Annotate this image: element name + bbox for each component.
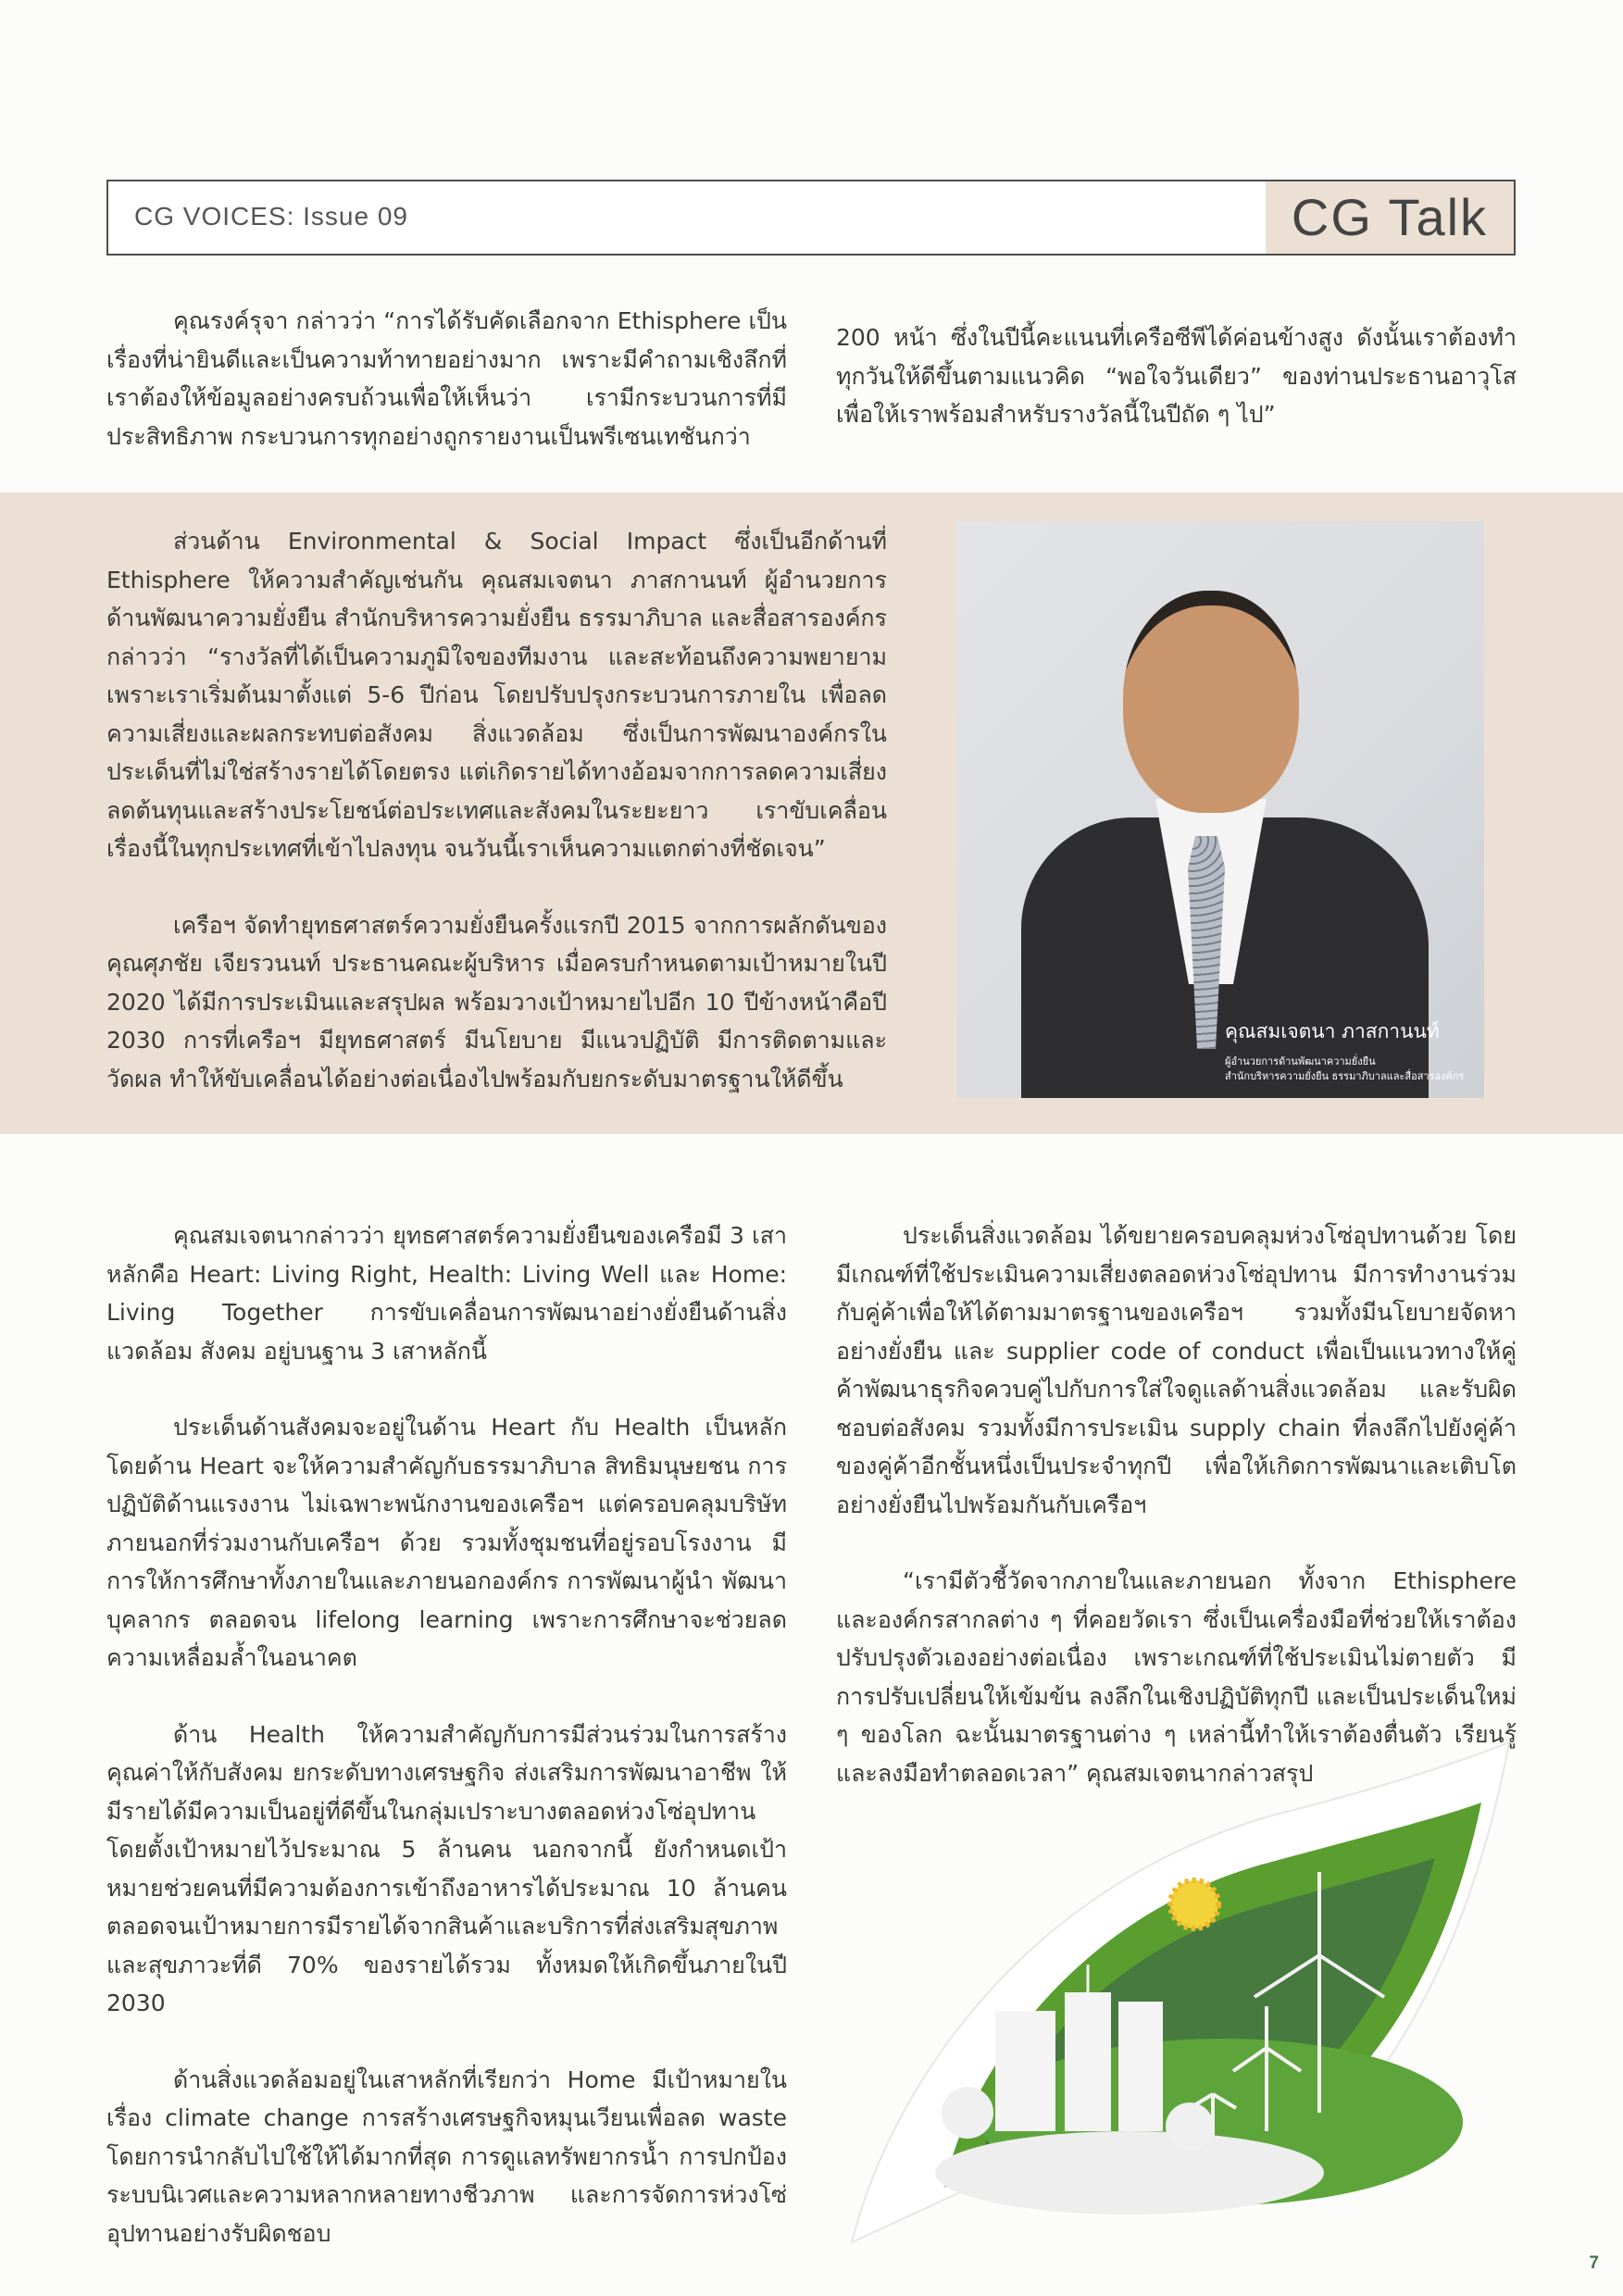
- paragraph: “เรามีตัวชี้วัดจากภายในและภายนอก ทั้งจาก Ethisphere และองค์กรสากลต่าง ๆ ที่คอยวัดเรา ซึ่งเป็นเครื่องมือที่ช่วยให้เราต้องปรับปรุงตัวเองอย่างต่อเนื่อง เพราะเกณฑ์ที่ใช้ประเมินไม่ตายตัว มีการปรับเปลี่ยนให้เข้มข้น ลงลึกในเชิงปฏิบัติทุกปี และเป็นประเด็นใหม่ ๆ ของโลก ฉะนั้นมาตรฐานต่าง ๆ เหล่านี้ทำให้เราต้องตื่นตัว เรียนรู้ และลงมือทำตลอดเวลา” คุณสมเจตนากล่าวสรุป: [836, 1567, 1517, 1787]
- page-number: 7: [1589, 2253, 1599, 2273]
- tree: [942, 2087, 993, 2139]
- paragraph: เครือฯ จัดทำยุทธศาสตร์ความยั่งยืนครั้งแรกปี 2015 จากการผลักดันของคุณศุภชัย เจียรวนนท์ ประธานคณะผู้บริหาร เมื่อครบกำหนดตามเป้าหมายในปี 2020 ได้มีการประเมินและสรุปผล พร้อมวางเป้าหมายไปอีก 10 ปีข้างหน้าคือปี 2030 การที่เครือฯ มียุทธศาสตร์ มีนโยบาย มีแนวปฏิบัติ มีการติดตามและวัดผล ทำให้ขับเคลื่อนได้อย่างต่อเนื่องไปพร้อมกับยกระดับมาตรฐานให้ดีขึ้น: [106, 911, 887, 1092]
- sun-icon: [1170, 1880, 1218, 1928]
- photo-head: [1123, 591, 1299, 813]
- building-3: [1118, 2002, 1163, 2131]
- caption-role-line1: ผู้อำนวยการด้านพัฒนาความยั่งยืน: [1225, 1055, 1376, 1067]
- intro-right-column: [836, 318, 1517, 434]
- building-2: [1065, 1992, 1111, 2131]
- portrait-photo: [956, 521, 1484, 1098]
- magazine-header: [106, 180, 1516, 256]
- paragraph: ประเด็นสิ่งแวดล้อม ได้ขยายครอบคลุมห่วงโซ่อุปทานด้วย โดยมีเกณฑ์ที่ใช้ประเมินความเสี่ยงตลอดห่วงโซ่อุปทาน มีการทำงานร่วมกับคู่ค้าเพื่อให้ได้ตามมาตรฐานของเครือฯ รวมทั้งมีนโยบายจัดหาอย่างยั่งยืน และ supplier code of conduct เพื่อเป็นแนวทางให้คู่ค้าพัฒนาธุรกิจควบคู่ไปกับการใส่ใจดูแลด้านสิ่งแวดล้อม และรับผิดชอบต่อสังคม รวมทั้งมีการประเมิน supply chain ที่ลงลึกไปยังคู่ค้าของคู่ค้าอีกชั้นหนึ่งเป็นประจำทุกปี เพื่อให้เกิดการพัฒนาและเติบโตอย่างยั่งยืนไปพร้อมกันกับเครือฯ: [836, 1222, 1517, 1518]
- paragraph: คุณรงค์รุจา กล่าวว่า “การได้รับคัดเลือกจาก Ethisphere เป็นเรื่องที่น่ายินดีและเป็นความท้าทายอย่างมาก เพราะมีคำถามเชิงลึกที่เราต้องให้ข้อมูลอย่างครบถ้วนเพื่อให้เห็นว่า เรามีกระบวนการที่มีประสิทธิภาพ กระบวนการทุกอย่างถูกรายงานเป็นพรีเซนเทชันกว่า: [106, 307, 787, 450]
- highlight-column: [106, 522, 887, 1098]
- caption-name: คุณสมเจตนา ภาสกานนท์: [1225, 1020, 1440, 1042]
- paragraph: ส่วนด้าน Environmental & Social Impact ซึ่งเป็นอีกด้านที่ Ethisphere ให้ความสำคัญเช่นกัน คุณสมเจตนา ภาสกานนท์ ผู้อำนวยการด้านพัฒนาความยั่งยืน สำนักบริหารความยั่งยืน ธรรมาภิบาล และสื่อสารองค์กร กล่าวว่า “รางวัลที่ได้เป็นความภูมิใจของทีมงาน และสะท้อนถึงความพยายาม เพราะเราเริ่มต้นมาตั้งแต่ 5-6 ปีก่อน โดยปรับปรุงกระบวนการภายใน เพื่อลดความเสี่ยงและผลกระทบต่อสังคม สิ่งแวดล้อม ซึ่งเป็นการพัฒนาองค์กรในประเด็นที่ไม่ใช่สร้างรายได้โดยตรง แต่เกิดรายได้ทางอ้อมจากการลดความเสี่ยง ลดต้นทุนและสร้างประโยชน์ต่อประเทศและสังคมในระยะยาว เราขับเคลื่อนเรื่องนี้ในทุกประเทศที่เข้าไปลงทุน จนวันนี้เราเห็นความแตกต่างที่ชัดเจน”: [106, 528, 887, 862]
- building-1: [995, 2011, 1055, 2131]
- green-city-leaf-illustration: [833, 1705, 1518, 2279]
- trees: [935, 2131, 1324, 2215]
- paragraph: 200 หน้า ซึ่งในปีนี้คะแนนที่เครือซีพีได้ค่อนข้างสูง ดังนั้นเราต้องทำทุกวันให้ดีขึ้นตามแนวคิด “พอใจวันเดียว” ของท่านประธานอาวุโส เพื่อให้เราพร้อมสำหรับรางวัลนี้ในปีถัด ๆ ไป”: [836, 324, 1517, 428]
- section-title: CG Talk: [1266, 181, 1514, 254]
- body-left-column: [106, 1217, 787, 2252]
- paragraph: ด้าน Health ให้ความสำคัญกับการมีส่วนร่วมในการสร้างคุณค่าให้กับสังคม ยกระดับทางเศรษฐกิจ ส่งเสริมการพัฒนาอาชีพ ให้มีรายได้มีความเป็นอยู่ที่ดีขึ้นในกลุ่มเปราะบางตลอดห่วงโซ่อุปทาน โดยตั้งเป้าหมายไว้ประมาณ 5 ล้านคน นอกจากนี้ ยังกำหนดเป้าหมายช่วยคนที่มีความต้องการเข้าถึงอาหารได้ประมาณ 10 ล้านคน ตลอดจนเป้าหมายการมีรายได้จากสินค้าและบริการที่ส่งเสริมสุขภาพและสุขภาวะที่ดี 70% ของรายได้รวม ทั้งหมดให้เกิดขึ้นภายในปี 2030: [106, 1720, 787, 2016]
- tree: [1166, 2103, 1214, 2151]
- intro-left-column: [106, 302, 787, 455]
- photo-caption: [1225, 1017, 1464, 1084]
- paragraph: ประเด็นด้านสังคมจะอยู่ในด้าน Heart กับ Health เป็นหลัก โดยด้าน Heart จะให้ความสำคัญกับธรรมาภิบาล สิทธิมนุษยชน การปฏิบัติด้านแรงงาน ไม่เฉพาะพนักงานของเครือฯ แต่ครอบคลุมบริษัทภายนอกที่ร่วมงานกับเครือฯ ด้วย รวมทั้งชุมชนที่อยู่รอบโรงงาน มีการให้การศึกษาทั้งภายในและภายนอกองค์กร การพัฒนาผู้นำ พัฒนาบุคลากร ตลอดจน lifelong learning เพราะการศึกษาจะช่วยลดความเหลื่อมล้ำในอนาคต: [106, 1414, 787, 1671]
- caption-role-line2: สำนักบริหารความยั่งยืน ธรรมาภิบาลและสื่อสารองค์กร: [1225, 1070, 1465, 1082]
- issue-label: CG VOICES: Issue 09: [134, 202, 408, 231]
- paragraph: คุณสมเจตนากล่าวว่า ยุทธศาสตร์ความยั่งยืนของเครือมี 3 เสาหลักคือ Heart: Living Right, Health: Living Well และ Home: Living Together การขับเคลื่อนการพัฒนาอย่างยั่งยืนด้านสิ่งแวดล้อม สังคม อยู่บนฐาน 3 เสาหลักนี้: [106, 1222, 787, 1365]
- paragraph: ด้านสิ่งแวดล้อมอยู่ในเสาหลักที่เรียกว่า Home มีเป้าหมายในเรื่อง climate change การสร้างเศรษฐกิจหมุนเวียนเพื่อลด waste โดยการนำกลับไปใช้ให้ได้มากที่สุด การดูแลทรัพยากรน้ำ การปกป้องระบบนิเวศและความหลากหลายทางชีวภาพ และการจัดการห่วงโซ่อุปทานอย่างรับผิดชอบ: [106, 2065, 787, 2247]
